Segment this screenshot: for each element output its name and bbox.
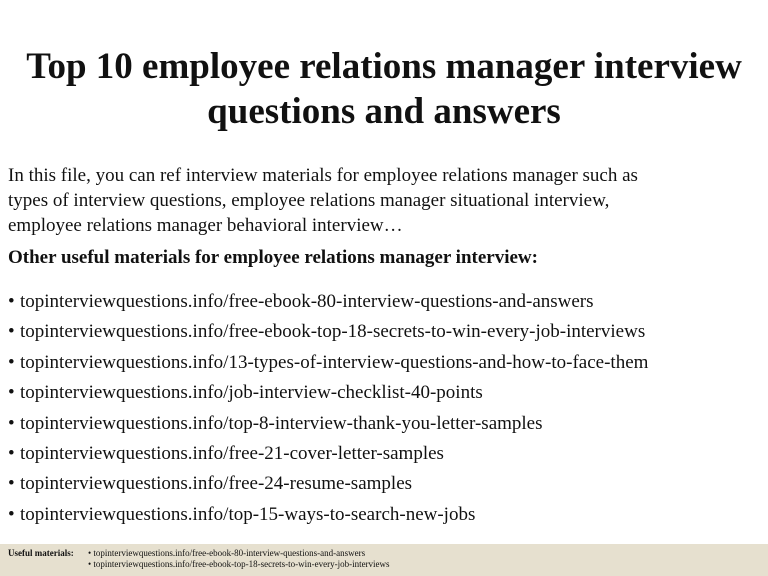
title-line-1: Top 10 employee relations manager interview [26,46,742,87]
materials-list-item[interactable] [8,500,648,530]
materials-list-item[interactable] [8,348,648,378]
footer-link[interactable]: • topinterviewquestions.info/free-ebook-80-interview-questions-and-answers [88,548,366,558]
materials-list-item[interactable] [8,287,648,317]
bullet-icon: • [8,351,15,373]
intro-line-2: types of interview questions, employee relations manager situational interview, [8,190,610,211]
bullet-icon: • [8,412,15,434]
intro-line-3: employee relations manager behavioral interview… [8,215,403,236]
bullet-icon: • [8,382,15,404]
materials-heading: Other useful materials for employee relations manager interview: [8,247,538,268]
materials-link[interactable]: topinterviewquestions.info/free-24-resume-samples [20,473,413,495]
materials-list-item[interactable] [8,439,648,469]
materials-link[interactable]: topinterviewquestions.info/free-ebook-80-interview-questions-and-answers [20,291,594,312]
materials-link[interactable]: topinterviewquestions.info/free-ebook-top-18-secrets-to-win-every-job-interviews [20,321,646,343]
footer-link-list [88,548,390,570]
bullet-icon: • [8,321,15,343]
footer-link[interactable]: • topinterviewquestions.info/free-ebook-top-18-secrets-to-win-every-job-interviews [88,559,390,569]
materials-link[interactable]: topinterviewquestions.info/job-interview-checklist-40-points [20,382,483,404]
footer-label: Useful materials: [8,548,74,558]
intro-line-1: In this file, you can ref interview materials for employee relations manager such as [8,165,638,186]
materials-list-item[interactable] [8,469,648,499]
materials-link-list [8,287,648,530]
materials-link[interactable]: topinterviewquestions.info/free-21-cover-letter-samples [20,443,444,465]
bullet-icon: • [8,291,15,312]
title-line-2: questions and answers [207,91,561,132]
intro-paragraph [8,163,760,238]
materials-link[interactable]: topinterviewquestions.info/13-types-of-interview-questions-and-how-to-face-them [20,351,649,373]
materials-link[interactable]: topinterviewquestions.info/top-15-ways-to-search-new-jobs [20,503,476,525]
footer-bar [0,544,768,576]
materials-link[interactable]: topinterviewquestions.info/top-8-interview-thank-you-letter-samples [20,412,543,434]
bullet-icon: • [8,503,15,525]
materials-list-item[interactable] [8,409,648,439]
page-title [0,44,768,134]
materials-list-item[interactable] [8,378,648,408]
bullet-icon: • [8,473,15,495]
bullet-icon: • [8,443,15,465]
materials-list-item[interactable] [8,317,648,347]
